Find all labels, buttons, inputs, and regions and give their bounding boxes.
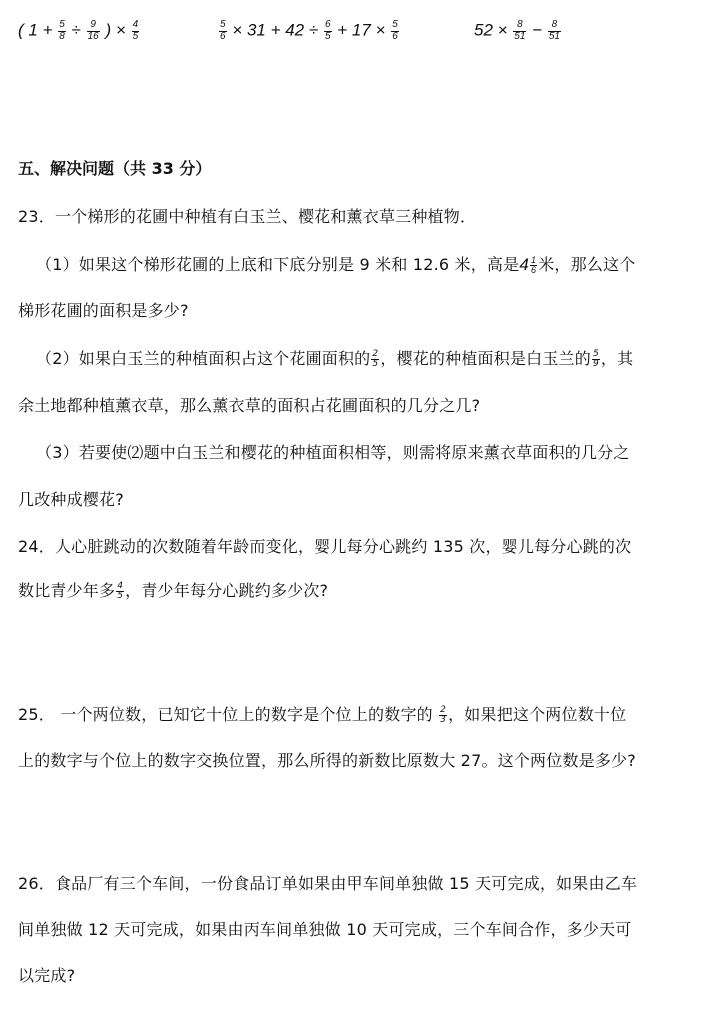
expr1-fraction-2: $\frac{9}{16}$ <box>87 19 99 42</box>
expr3-minus: − <box>532 20 543 40</box>
expr2-term-2: + 17 × <box>337 20 386 40</box>
q26-line1: 26．食品厂有三个车间，一份食品订单如果由甲车间单独做 15 天可完成，如果由乙车 <box>18 874 638 893</box>
q24-line1: 24．人心脏跳动的次数随着年龄而变化，婴儿每分心跳约 135 次，婴儿每分心跳的次 <box>18 537 632 556</box>
q23-p2-text-b: ，樱花的种植面积是白玉兰的 <box>380 349 591 368</box>
q24-line2 <box>18 578 328 601</box>
section-heading: 五、解决问题（共 33 分） <box>18 159 212 178</box>
q23-p2-fraction-2: $\frac{5}{9}$ <box>592 348 599 369</box>
q25-fraction: $\frac{2}{3}$ <box>440 704 447 725</box>
q25-text-b: ，如果把这个两位数十位 <box>448 705 627 724</box>
q23-p2-fraction-1: $\frac{2}{5}$ <box>372 348 379 369</box>
q23-part2-line1 <box>36 346 633 369</box>
q24-text-b: ，青少年每分心跳约多少次? <box>125 581 329 600</box>
expr1-divide: ÷ <box>71 20 81 40</box>
expr3-fraction-2: $\frac{8}{51}$ <box>548 19 560 42</box>
expr1-open-paren: ( <box>18 20 24 40</box>
q25-line1 <box>18 702 626 725</box>
q25-text-a: 25． 一个两位数，已知它十位上的数字是个位上的数字的 <box>18 705 433 724</box>
expression-3 <box>474 20 562 42</box>
expr2-fraction-3: $\frac{5}{6}$ <box>392 19 398 42</box>
expression-1 <box>18 20 140 42</box>
q23-part3-line1: （3）若要使⑵题中白玉兰和樱花的种植面积相等，则需将原来薰衣草面积的几分之 <box>36 443 630 462</box>
q23-p1-text-a: （1）如果这个梯形花圃的上底和下底分别是 9 米和 12.6 米，高是 <box>36 255 520 274</box>
q23-p2-text-c: ，其 <box>600 349 634 368</box>
expr1-term: 1 + <box>28 20 53 40</box>
q25-line2: 上的数字与个位上的数字交换位置，那么所得的新数比原数大 27。这个两位数是多少? <box>18 751 636 770</box>
q24-fraction: $\frac{4}{5}$ <box>117 580 124 601</box>
expr1-close-paren: ) <box>105 20 112 40</box>
q26-line2: 间单独做 12 天可完成，如果由丙车间单独做 10 天可完成，三个车间合作，多少天可 <box>18 920 632 939</box>
q26-line3: 以完成? <box>18 966 76 985</box>
expr3-fraction-1: $\frac{8}{51}$ <box>514 19 526 42</box>
q23-part2-line2: 余土地都种植薰衣草，那么薰衣草的面积占花圃面积的几分之几? <box>18 396 481 415</box>
expr2-fraction-2: $\frac{6}{5}$ <box>324 19 331 42</box>
expr1-fraction-1: $\frac{5}{8}$ <box>59 19 65 42</box>
q23-p2-text-a: （2）如果白玉兰的种植面积占这个花圃面积的 <box>36 349 371 368</box>
expr3-term: 52 × <box>474 20 508 40</box>
expr2-fraction-1: $\frac{5}{6}$ <box>220 19 226 42</box>
q23-part1-line1 <box>36 252 635 276</box>
q23-p1-mixed-number: 4 $\frac{1}{6}$ <box>519 254 537 276</box>
expr1-multiply: × <box>115 20 126 40</box>
expr1-fraction-3: $\frac{4}{5}$ <box>132 19 139 42</box>
q24-text-a: 数比青少年多 <box>18 581 116 600</box>
expression-2 <box>218 20 400 42</box>
q23-part1-line2: 梯形花圃的面积是多少? <box>18 301 189 320</box>
q23-part3-line2: 几改种成樱花? <box>18 490 124 509</box>
q23-stem: 23．一个梯形的花圃中种植有白玉兰、樱花和薰衣草三种植物． <box>18 207 477 226</box>
expr2-term-1: × 31 + 42 ÷ <box>232 20 319 40</box>
q23-p1-text-b: 米，那么这个 <box>538 255 636 274</box>
